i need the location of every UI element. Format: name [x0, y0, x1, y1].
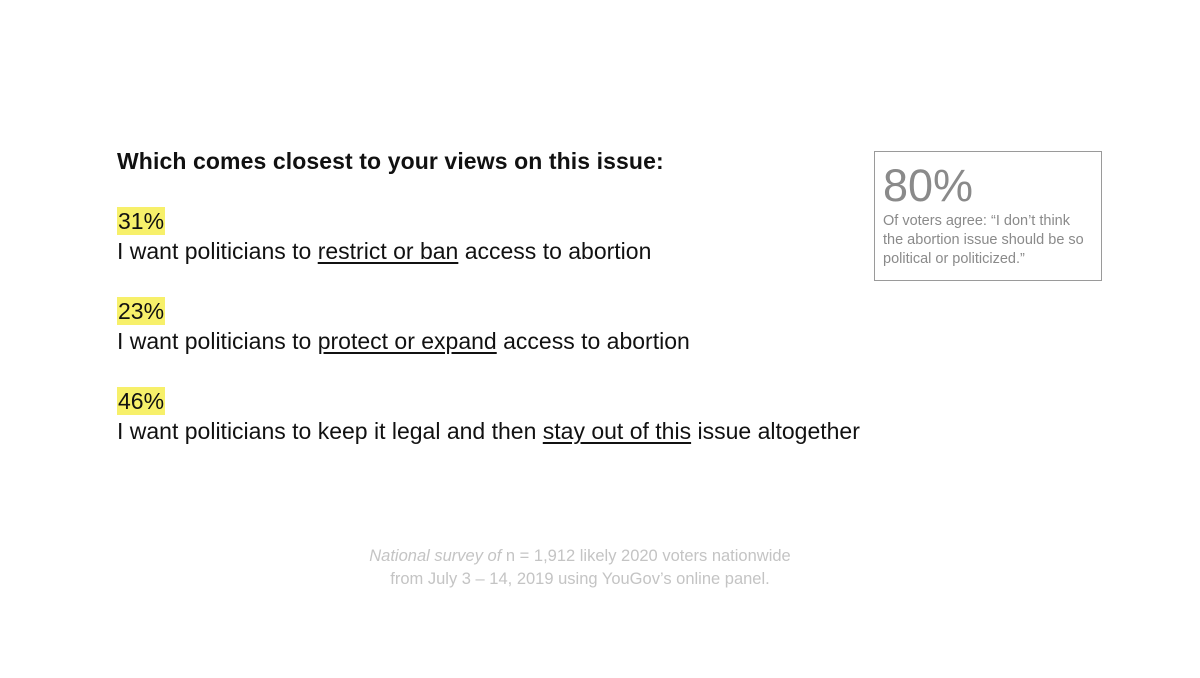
footnote-line-1	[300, 545, 860, 568]
statement-prefix: I want politicians to	[117, 328, 318, 354]
statement-prefix: I want politicians to keep it legal and then	[117, 418, 543, 444]
statement-suffix: access to abortion	[496, 328, 690, 354]
option-stay-out	[117, 386, 860, 446]
statement-underlined: protect or expand	[317, 328, 497, 354]
statement-underlined: restrict or ban	[317, 238, 459, 264]
footnote-italic: National survey of	[369, 547, 502, 565]
option-percent-highlight: 23%	[118, 298, 165, 324]
callout-caption: Of voters agree: “I don’t think the abortion issue should be so political or politicized.”	[883, 213, 1084, 267]
option-statement	[117, 416, 860, 446]
survey-footnote	[300, 545, 860, 591]
statement-suffix: access to abortion	[458, 238, 652, 264]
option-statement	[117, 326, 690, 356]
statement-suffix: issue altogether	[691, 418, 860, 444]
option-percent-highlight: 31%	[118, 208, 165, 234]
question-heading: Which comes closest to your views on this issue:	[117, 148, 664, 174]
option-restrict	[117, 206, 651, 266]
option-percent-highlight: 46%	[118, 388, 165, 414]
callout-value: 80%	[883, 160, 974, 211]
statement-prefix: I want politicians to	[117, 238, 318, 264]
footnote-line-2: from July 3 – 14, 2019 using YouGov’s online panel.	[390, 570, 770, 588]
option-statement	[117, 236, 651, 266]
option-protect	[117, 296, 690, 356]
callout-box	[874, 151, 1102, 281]
statement-underlined: stay out of this	[542, 418, 692, 444]
footnote-line-1-rest: n = 1,912 likely 2020 voters nationwide	[501, 547, 791, 565]
